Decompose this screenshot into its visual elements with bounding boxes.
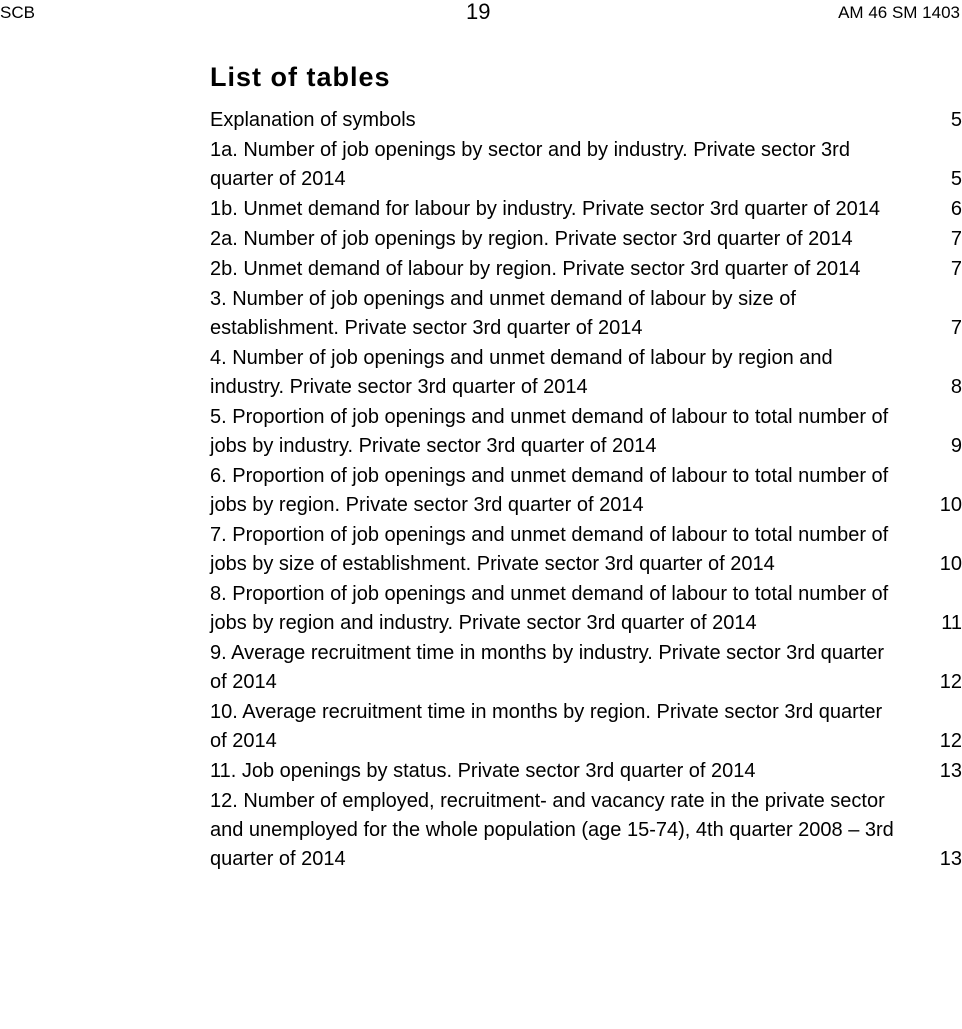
toc-entry-text: 2b. Unmet demand of labour by region. Private sector 3rd quarter of 2014 <box>210 258 861 280</box>
toc-entry-page: 10 <box>939 553 962 575</box>
toc-entry[interactable] <box>210 787 962 874</box>
toc-entry-text: 12. Number of employed, recruitment- and vacancy rate in the private sector and unemployed for the whole population (age 15-74), 4th quarter 2008 – 3rd quarter of 2014 <box>210 790 894 870</box>
toc-entry-page: 13 <box>939 848 962 870</box>
toc-entry[interactable] <box>210 225 962 254</box>
toc-entry-text: 8. Proportion of job openings and unmet demand of labour to total number of jobs by region and industry. Private sector 3rd quarter of 2014 <box>210 583 889 634</box>
toc-entry[interactable] <box>210 403 962 461</box>
toc-title: List of tables <box>210 62 391 92</box>
toc-entry[interactable] <box>210 136 962 194</box>
toc-entry-page: 7 <box>950 228 962 250</box>
toc-entry-page: 12 <box>939 671 962 693</box>
toc-entry[interactable] <box>210 285 962 343</box>
header-page-number: 19 <box>466 0 491 24</box>
toc-entry-text: 9. Average recruitment time in months by industry. Private sector 3rd quarter of 2014 <box>210 642 885 693</box>
toc-entry[interactable] <box>210 580 962 638</box>
toc-entry-page: 13 <box>939 760 962 782</box>
toc-entry-page: 12 <box>939 730 962 752</box>
toc-entry-text: 7. Proportion of job openings and unmet demand of labour to total number of jobs by size of establishment. Private sector 3rd quarter of 2014 <box>210 524 889 575</box>
toc-entry-page: 5 <box>950 109 962 131</box>
toc-entry[interactable] <box>210 521 962 579</box>
toc-entry-text: 1a. Number of job openings by sector and by industry. Private sector 3rd quarter of 2014 <box>210 139 850 190</box>
toc-entry[interactable] <box>210 195 962 224</box>
toc-entry-page: 10 <box>939 494 962 516</box>
toc-entry-text: 3. Number of job openings and unmet demand of labour by size of establishment. Private sector 3rd quarter of 2014 <box>210 288 796 339</box>
header-publisher: SCB <box>0 3 35 22</box>
toc-entry[interactable] <box>210 255 962 284</box>
toc-entry[interactable] <box>210 344 962 402</box>
toc-entry-page: 5 <box>950 168 962 190</box>
toc-entry-text: 5. Proportion of job openings and unmet demand of labour to total number of jobs by industry. Private sector 3rd quarter of 2014 <box>210 406 889 457</box>
toc-entry-page: 6 <box>950 198 962 220</box>
toc-entry[interactable] <box>210 757 962 786</box>
toc-entry-text: 10. Average recruitment time in months by region. Private sector 3rd quarter of 2014 <box>210 701 883 752</box>
toc-entry-text: 11. Job openings by status. Private sector 3rd quarter of 2014 <box>210 760 756 782</box>
toc-entry[interactable] <box>210 639 962 697</box>
toc-entry-text: 1b. Unmet demand for labour by industry. Private sector 3rd quarter of 2014 <box>210 198 880 220</box>
toc-entry[interactable] <box>210 698 962 756</box>
toc-entry-text: 4. Number of job openings and unmet demand of labour by region and industry. Private sector 3rd quarter of 2014 <box>210 347 833 398</box>
toc-entry-text: 6. Proportion of job openings and unmet demand of labour to total number of jobs by region. Private sector 3rd quarter of 2014 <box>210 465 889 516</box>
header-series-code: AM 46 SM 1403 <box>838 3 960 22</box>
toc-entry-text: 2a. Number of job openings by region. Private sector 3rd quarter of 2014 <box>210 228 853 250</box>
toc-entry-page: 8 <box>950 376 962 398</box>
toc-entry-page: 7 <box>950 258 962 280</box>
toc-entry-text: Explanation of symbols <box>210 109 416 131</box>
page-header <box>0 0 960 30</box>
toc-list <box>210 106 962 874</box>
toc-entry[interactable] <box>210 462 962 520</box>
toc-entry-page: 7 <box>950 317 962 339</box>
toc-entry-page: 11 <box>941 612 962 634</box>
toc-entry[interactable] <box>210 106 962 135</box>
toc-entry-page: 9 <box>950 435 962 457</box>
